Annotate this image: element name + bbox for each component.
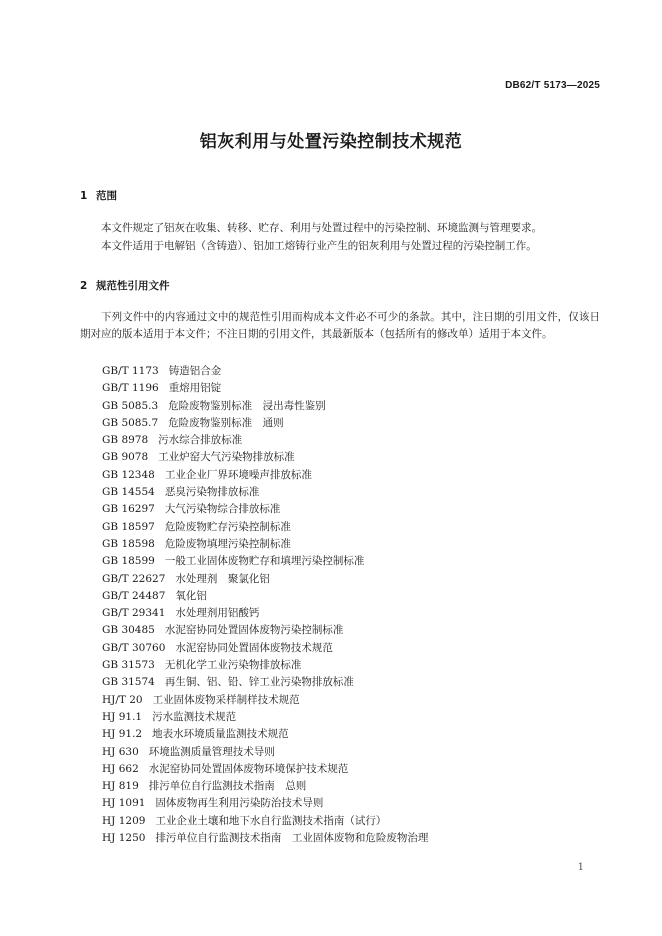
- section-2-paragraph: 下列文件中的内容通过文中的规范性引用而构成本文件必不可少的条款。其中，注日期的引用文件，仅该日期对应的版本适用于本文件；不注日期的引用文件，其最新版本（包括所有的修改单）适用于本文件。: [80, 311, 600, 340]
- reference-code: HJ 630: [102, 745, 139, 758]
- reference-title: 污水监测技术规范: [152, 710, 237, 723]
- section-2-heading: [80, 278, 170, 293]
- reference-item: [102, 692, 428, 709]
- reference-code: HJ 819: [102, 780, 139, 793]
- section-title: 规范性引用文件: [96, 280, 170, 292]
- reference-code: GB/T 30760: [102, 641, 166, 654]
- reference-title: 排污单位自行监测技术指南 工业固体废物和危险废物治理: [155, 832, 429, 845]
- reference-code: GB 30485: [102, 624, 155, 637]
- reference-title: 污水综合排放标准: [158, 434, 243, 447]
- reference-title: 工业企业土壤和地下水自行监测技术指南（试行）: [155, 814, 387, 827]
- reference-item: [102, 536, 428, 553]
- reference-title: 水泥窑协同处置固体废物环境保护技术规范: [148, 762, 349, 775]
- reference-item: [102, 830, 428, 847]
- reference-code: GB/T 1196: [102, 382, 159, 395]
- reference-item: [102, 605, 428, 622]
- reference-code: HJ 1091: [102, 797, 146, 810]
- reference-title: 工业炉窑大气污染物排放标准: [158, 451, 295, 464]
- reference-title: 固体废物再生利用污染防治技术导则: [155, 797, 324, 810]
- reference-title: 水泥窑协同处置固体废物技术规范: [175, 641, 333, 654]
- reference-code: GB 18597: [102, 520, 155, 533]
- section-title: 范围: [96, 190, 117, 202]
- reference-code: GB/T 1173: [102, 365, 159, 377]
- reference-title: 工业固体废物采样制样技术规范: [152, 693, 300, 706]
- reference-title: 排污单位自行监测技术指南 总则: [148, 780, 307, 793]
- reference-title: 无机化学工业污染物排放标准: [164, 659, 302, 672]
- reference-item: [102, 363, 428, 380]
- reference-item: [102, 484, 428, 501]
- section-number: 2: [80, 280, 88, 292]
- reference-code: GB 12348: [102, 468, 155, 481]
- reference-code: HJ 1209: [102, 814, 146, 827]
- reference-title: 水处理剂 聚氯化铝: [175, 572, 270, 585]
- reference-item: [102, 813, 428, 830]
- document-title: 铝灰利用与处置污染控制技术规范: [199, 132, 463, 152]
- reference-title: 水泥窑协同处置固体废物污染控制标准: [164, 624, 344, 637]
- reference-item: [102, 640, 428, 657]
- reference-code: GB/T 29341: [102, 607, 166, 620]
- reference-title: 水处理剂用铝酸钙: [175, 607, 260, 620]
- reference-title: 一般工业固体废物贮存和填埋污染控制标准: [164, 555, 365, 568]
- reference-title: 危险废物鉴别标准 通则: [168, 416, 284, 429]
- reference-item: [102, 519, 428, 536]
- reference-item: [102, 571, 428, 588]
- reference-item: [102, 553, 428, 570]
- reference-item: [102, 501, 428, 518]
- reference-title: 铸造铝合金: [168, 365, 222, 377]
- reference-item: [102, 778, 428, 795]
- normative-references-list: [102, 363, 428, 847]
- section-number: 1: [80, 190, 88, 202]
- reference-item: [102, 622, 428, 639]
- reference-code: GB 5085.3: [102, 399, 159, 412]
- reference-item: [102, 449, 428, 466]
- reference-code: GB 18598: [102, 537, 155, 550]
- reference-code: HJ 91.2: [102, 728, 143, 741]
- reference-item: [102, 761, 428, 778]
- reference-code: GB/T 24487: [102, 589, 166, 602]
- reference-code: GB 31574: [102, 676, 155, 689]
- reference-title: 再生铜、铝、铅、锌工业污染物排放标准: [164, 676, 354, 689]
- reference-title: 大气污染物综合排放标准: [164, 503, 281, 516]
- reference-item: [102, 415, 428, 432]
- reference-title: 工业企业厂界环境噪声排放标准: [164, 468, 312, 481]
- reference-title: 恶臭污染物排放标准: [164, 486, 260, 499]
- reference-item: [102, 709, 428, 726]
- reference-code: HJ 91.1: [102, 710, 143, 723]
- reference-item: [102, 398, 428, 415]
- section-1-heading: [80, 188, 117, 203]
- reference-code: GB 31573: [102, 659, 155, 672]
- reference-code: HJ 662: [102, 762, 139, 775]
- reference-code: GB 9078: [102, 451, 149, 464]
- reference-code: GB 18599: [102, 555, 155, 568]
- reference-title: 重熔用铝锭: [168, 382, 222, 395]
- reference-code: GB 8978: [102, 434, 149, 447]
- reference-code: GB/T 22627: [102, 572, 166, 585]
- section-1-paragraph: 本文件规定了铝灰在收集、转移、贮存、利用与处置过程中的污染控制、环境监测与管理要求。: [101, 222, 542, 234]
- reference-code: GB 14554: [102, 486, 155, 499]
- reference-item: [102, 588, 428, 605]
- reference-code: GB 5085.7: [102, 416, 159, 429]
- reference-title: 环境监测质量管理技术导则: [148, 745, 275, 758]
- reference-title: 危险废物填埋污染控制标准: [164, 537, 291, 550]
- reference-title: 危险废物贮存污染控制标准: [164, 520, 291, 533]
- reference-item: [102, 674, 428, 691]
- reference-code: HJ/T 20: [102, 693, 143, 706]
- page-number: 1: [577, 862, 584, 873]
- reference-code: HJ 1250: [102, 832, 146, 845]
- reference-item: [102, 467, 428, 484]
- section-1-paragraph: 本文件适用于电解铝（含铸造）、铝加工熔铸行业产生的铝灰利用与处置过程的污染控制工作。: [101, 240, 537, 252]
- reference-item: [102, 380, 428, 397]
- reference-code: GB 16297: [102, 503, 155, 516]
- reference-item: [102, 657, 428, 674]
- reference-item: [102, 744, 428, 761]
- reference-item: [102, 795, 428, 812]
- reference-title: 氧化铝: [175, 589, 207, 602]
- reference-title: 危险废物鉴别标准 浸出毒性鉴别: [168, 399, 326, 412]
- reference-title: 地表水环境质量监测技术规范: [152, 728, 289, 741]
- reference-item: [102, 726, 428, 743]
- reference-item: [102, 432, 428, 449]
- standard-code: DB62/T 5173—2025: [505, 80, 600, 91]
